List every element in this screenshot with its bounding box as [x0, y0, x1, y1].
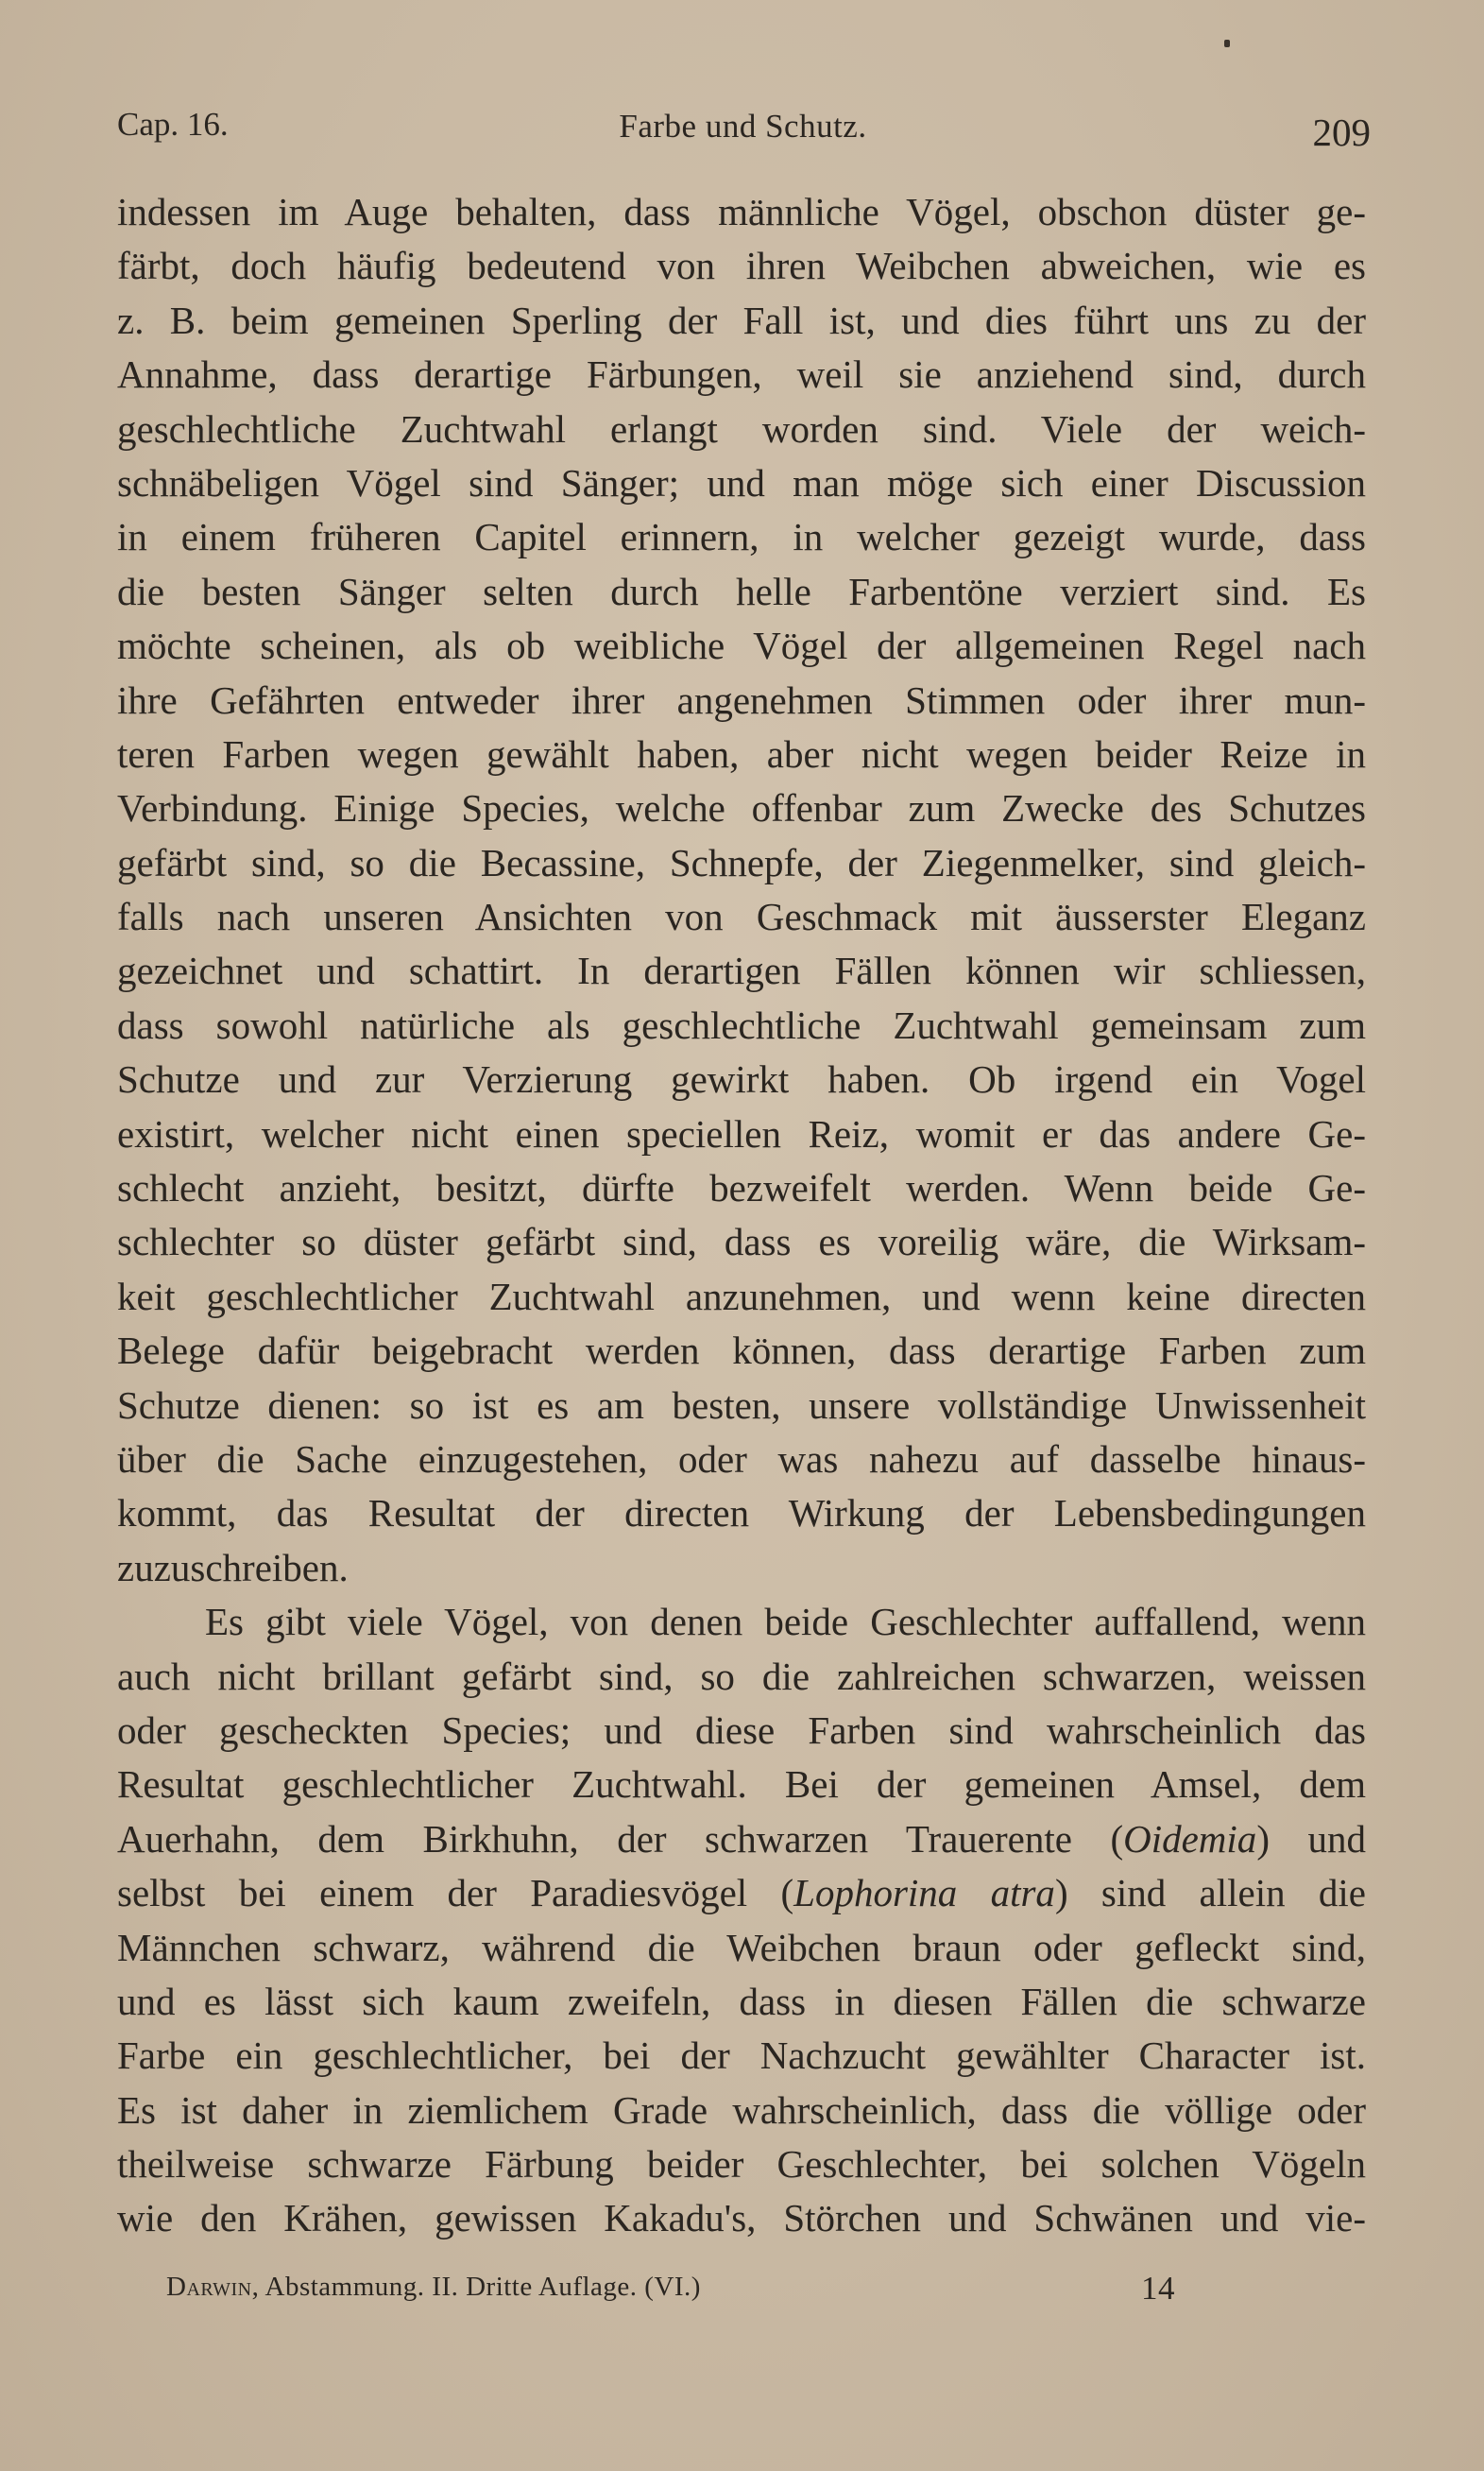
sheet-number: 14	[1141, 2270, 1175, 2307]
text-line: gefärbt sind, so die Becassine, Schnepfe, der Ziegenmelker, sind gleich-	[117, 840, 1366, 884]
text-line: keit geschlechtlicher Zuchtwahl anzunehmen, und wenn keine directen	[117, 1274, 1366, 1318]
text-line: färbt, doch häufig bedeutend von ihren Weibchen abweichen, wie es	[117, 244, 1366, 288]
body-text	[117, 185, 1366, 2246]
paragraph-1	[117, 185, 1366, 1595]
text-line: und es lässt sich kaum zweifeln, dass in diesen Fällen die schwarze	[117, 1979, 1366, 2023]
sheet-signature-footer	[166, 2272, 1205, 2319]
page-number: 209	[1312, 111, 1371, 154]
text-line: oder gescheckten Species; und diese Farben sind wahrscheinlich das	[117, 1707, 1366, 1752]
text-line: z. B. beim gemeinen Sperling der Fall ist, und dies führt uns zu der	[117, 298, 1366, 342]
signature-author: Darwin	[166, 2272, 252, 2302]
text-line: Annahme, dass derartige Färbungen, weil sie anziehend sind, durch	[117, 352, 1366, 397]
text-line: auch nicht brillant gefärbt sind, so die zahlreichen schwarzen, weissen	[117, 1654, 1366, 1698]
text-line: über die Sache einzugestehen, oder was nahezu auf dasselbe hinaus-	[117, 1436, 1366, 1481]
text-line: theilweise schwarze Färbung beider Geschlechter, bei solchen Vögeln	[117, 2142, 1366, 2187]
text-line: ihre Gefährten entweder ihrer angenehmen Stimmen oder ihrer mun-	[117, 678, 1366, 722]
signature-text: , Abstammung. II. Dritte Auflage. (VI.)	[251, 2272, 701, 2302]
text-line: gezeichnet und schattirt. In derartigen Fällen können wir schliessen,	[117, 949, 1366, 993]
text-line: Schutze dienen: so ist es am besten, unsere vollständige Unwissenheit	[117, 1382, 1366, 1427]
text-line: selbst bei einem der Paradiesvögel (Lophorina atra) sind allein die	[117, 1871, 1366, 1915]
running-title: Farbe und Schutz.	[619, 108, 867, 145]
text-line: schlecht anzieht, besitzt, dürfte bezweifelt werden. Wenn beide Ge-	[117, 1166, 1366, 1210]
text-line: teren Farben wegen gewählt haben, aber nicht wegen beider Reize in	[117, 731, 1366, 776]
text-line: dass sowohl natürliche als geschlechtliche Zuchtwahl gemeinsam zum	[117, 1003, 1366, 1047]
text-line: Es ist daher in ziemlichem Grade wahrscheinlich, dass die völlige oder	[117, 2087, 1366, 2132]
text-line: Farbe ein geschlechtlicher, bei der Nachzucht gewählter Character ist.	[117, 2033, 1366, 2078]
text-line: Verbindung. Einige Species, welche offenbar zum Zwecke des Schutzes	[117, 786, 1366, 831]
text-line: die besten Sänger selten durch helle Farbentöne verziert sind. Es	[117, 569, 1366, 613]
text-line: Es gibt viele Vögel, von denen beide Geschlechter auffallend, wenn	[205, 1600, 1366, 1644]
text-line: möchte scheinen, als ob weibliche Vögel der allgemeinen Regel nach	[117, 624, 1366, 668]
text-line: Auerhahn, dem Birkhuhn, der schwarzen Trauerente (Oidemia) und	[117, 1816, 1366, 1861]
sheet-signature	[166, 2272, 701, 2303]
text-line: existirt, welcher nicht einen speciellen Reiz, womit er das andere Ge-	[117, 1111, 1366, 1156]
text-line: wie den Krähen, gewissen Kakadu's, Störchen und Schwänen und vie-	[117, 2196, 1366, 2240]
text-line: geschlechtliche Zuchtwahl erlangt worden sind. Viele der weich-	[117, 406, 1366, 451]
text-line: zuzuschreiben.	[117, 1545, 349, 1589]
text-line: Männchen schwarz, während die Weibchen braun oder gefleckt sind,	[117, 1925, 1366, 1969]
text-line: in einem früheren Capitel erinnern, in welcher gezeigt wurde, dass	[117, 515, 1366, 559]
text-line: Belege dafür beigebracht werden können, dass derartige Farben zum	[117, 1329, 1366, 1373]
text-line: kommt, das Resultat der directen Wirkung der Lebensbedingungen	[117, 1491, 1366, 1536]
text-line: Schutze und zur Verzierung gewirkt haben. Ob irgend ein Vogel	[117, 1057, 1366, 1102]
text-line: Resultat geschlechtlicher Zuchtwahl. Bei der gemeinen Amsel, dem	[117, 1762, 1366, 1807]
text-line: schnäbeligen Vögel sind Sänger; und man möge sich einer Discussion	[117, 460, 1366, 505]
text-line: falls nach unseren Ansichten von Geschmack mit äusserster Eleganz	[117, 895, 1366, 939]
ink-speck	[1224, 40, 1230, 47]
text-line: indessen im Auge behalten, dass männliche Vögel, obschon düster ge-	[117, 190, 1366, 233]
paragraph-2	[117, 1595, 1366, 2246]
text-line: schlechter so düster gefärbt sind, dass es voreilig wäre, die Wirksam-	[117, 1220, 1366, 1264]
running-header	[117, 106, 1369, 163]
chapter-label: Cap. 16.	[117, 106, 229, 143]
